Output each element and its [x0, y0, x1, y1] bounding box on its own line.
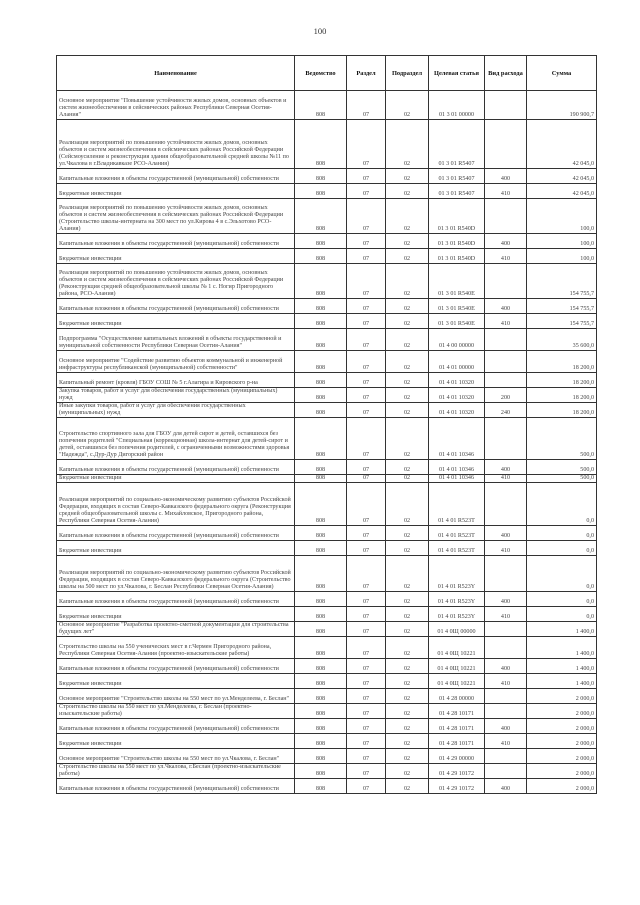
table-row: [57, 184, 597, 199]
row-podrazd: 02: [386, 719, 429, 734]
row-razd: 07: [347, 373, 386, 388]
row-sum: 0,0: [527, 556, 597, 592]
row-name: Закупка товаров, работ и услуг для обеспечения государственных (муниципальных) нужд: [57, 388, 295, 403]
row-sum: 0,0: [527, 607, 597, 622]
table-row: [57, 622, 597, 637]
row-sum: 35 600,0: [527, 329, 597, 351]
row-cs: 01 4 0Щ 00000: [429, 622, 485, 637]
row-ved: 808: [295, 475, 347, 483]
table-row: [57, 556, 597, 592]
row-podrazd: 02: [386, 388, 429, 403]
row-sum: 2 000,0: [527, 719, 597, 734]
row-podrazd: 02: [386, 526, 429, 541]
header-cs: Целевая статья: [429, 56, 485, 91]
row-vr: 410: [485, 674, 527, 689]
row-podrazd: 02: [386, 704, 429, 719]
row-sum: 1 400,0: [527, 637, 597, 659]
row-vr: 410: [485, 314, 527, 329]
row-vr: 400: [485, 299, 527, 314]
table-row: [57, 249, 597, 264]
row-cs: 01 3 01 R540E: [429, 264, 485, 299]
row-sum: 2 000,0: [527, 779, 597, 794]
page-number: 100: [313, 26, 327, 36]
row-name: Бюджетные инвестиции: [57, 674, 295, 689]
row-razd: 07: [347, 659, 386, 674]
row-razd: 07: [347, 234, 386, 249]
row-podrazd: 02: [386, 779, 429, 794]
row-podrazd: 02: [386, 659, 429, 674]
row-name: Бюджетные инвестиции: [57, 607, 295, 622]
table-row: [57, 607, 597, 622]
budget-table-container: [56, 55, 596, 794]
row-ved: 808: [295, 719, 347, 734]
row-ved: 808: [295, 329, 347, 351]
row-podrazd: 02: [386, 607, 429, 622]
table-row: [57, 351, 597, 373]
row-ved: 808: [295, 637, 347, 659]
row-razd: 07: [347, 749, 386, 764]
row-podrazd: 02: [386, 329, 429, 351]
table-row: [57, 120, 597, 169]
row-sum: 42 045,0: [527, 184, 597, 199]
table-row: [57, 314, 597, 329]
row-podrazd: 02: [386, 249, 429, 264]
row-name: Реализация мероприятий по социально-экономическому развитию субъектов Российской Федерации, входящих в состав Северо-Кавказского федерального округа (Строительство школы на 500 мест по ул.Чкалова, г. Беслан Республики Северная Осетия-Алания): [57, 556, 295, 592]
row-ved: 808: [295, 314, 347, 329]
row-cs: 01 4 00 00000: [429, 329, 485, 351]
row-cs: 01 4 29 00000: [429, 749, 485, 764]
row-cs: 01 3 01 R540D: [429, 199, 485, 234]
header-row: [57, 56, 597, 91]
row-vr: [485, 483, 527, 526]
row-cs: 01 4 01 R523T: [429, 483, 485, 526]
row-name: Капитальные вложения в объекты государственной (муниципальной) собственности: [57, 169, 295, 184]
row-razd: 07: [347, 779, 386, 794]
row-name: Капитальные вложения в объекты государственной (муниципальной) собственности: [57, 460, 295, 475]
row-vr: 400: [485, 169, 527, 184]
row-name: Основное мероприятие "Повышение устойчивости жилых домов, основных объектов и систем жизнеобеспечения в сейсмических районах Республики Северная Осетия-Алания": [57, 91, 295, 120]
row-razd: 07: [347, 483, 386, 526]
row-vr: 410: [485, 184, 527, 199]
row-name: Капитальные вложения в объекты государственной (муниципальной) собственности: [57, 234, 295, 249]
row-razd: 07: [347, 526, 386, 541]
row-name: Реализация мероприятий по повышению устойчивости жилых домов, основных объектов и систем жизнеобеспечения в сейсмических районах Российской Федерации (Реконструкция средней общеобразовательной школы № 1 с. Ногир Пригородного района, РСО-Алания): [57, 264, 295, 299]
row-sum: 100,0: [527, 249, 597, 264]
row-name: Основное мероприятие "Содействие развитию объектов коммунальной и инженерной инфраструктуры республиканской (муниципальной) собственности": [57, 351, 295, 373]
row-podrazd: 02: [386, 351, 429, 373]
row-ved: 808: [295, 418, 347, 460]
row-vr: [485, 351, 527, 373]
row-sum: 42 045,0: [527, 169, 597, 184]
row-podrazd: 02: [386, 556, 429, 592]
row-ved: 808: [295, 749, 347, 764]
row-cs: 01 4 01 R523Y: [429, 607, 485, 622]
row-razd: 07: [347, 764, 386, 779]
row-cs: 01 3 01 R540D: [429, 249, 485, 264]
row-name: Реализация мероприятий по повышению устойчивости жилых домов, основных объектов и систем жизнеобеспечения в сейсмических районах Российской Федерации (Сейсмоусиление и реконструкция здания общеобразовательной средней школы №11 по ул.Чкалова в г.Владикавказе РСО-Алания): [57, 120, 295, 169]
row-sum: 18 200,0: [527, 373, 597, 388]
row-ved: 808: [295, 592, 347, 607]
row-name: Подпрограмма "Осуществление капитальных вложений в объекты государственной и муниципальной собственности Республики Северная Осетия-Алания": [57, 329, 295, 351]
row-name: Бюджетные инвестиции: [57, 314, 295, 329]
row-vr: 400: [485, 460, 527, 475]
row-vr: 400: [485, 526, 527, 541]
row-podrazd: 02: [386, 120, 429, 169]
row-vr: 400: [485, 719, 527, 734]
row-podrazd: 02: [386, 299, 429, 314]
row-ved: 808: [295, 734, 347, 749]
row-ved: 808: [295, 199, 347, 234]
row-vr: [485, 622, 527, 637]
row-razd: 07: [347, 475, 386, 483]
table-row: [57, 169, 597, 184]
table-row: [57, 483, 597, 526]
row-cs: 01 4 28 10171: [429, 734, 485, 749]
row-razd: 07: [347, 249, 386, 264]
row-cs: 01 3 01 R5407: [429, 184, 485, 199]
row-sum: 18 200,0: [527, 388, 597, 403]
row-podrazd: 02: [386, 622, 429, 637]
header-vr: Вид расхода: [485, 56, 527, 91]
row-cs: 01 4 01 10346: [429, 475, 485, 483]
row-podrazd: 02: [386, 483, 429, 526]
row-vr: [485, 91, 527, 120]
row-ved: 808: [295, 249, 347, 264]
row-name: Капитальные вложения в объекты государственной (муниципальной) собственности: [57, 779, 295, 794]
row-podrazd: 02: [386, 314, 429, 329]
row-sum: 2 000,0: [527, 734, 597, 749]
row-vr: [485, 329, 527, 351]
row-podrazd: 02: [386, 689, 429, 704]
row-razd: 07: [347, 637, 386, 659]
row-name: Основное мероприятие "Разработка проектно-сметной документации для строительства будущих лет": [57, 622, 295, 637]
row-razd: 07: [347, 418, 386, 460]
row-cs: 01 4 01 10320: [429, 373, 485, 388]
row-podrazd: 02: [386, 169, 429, 184]
row-ved: 808: [295, 460, 347, 475]
row-ved: 808: [295, 91, 347, 120]
row-cs: 01 3 01 R540D: [429, 234, 485, 249]
row-razd: 07: [347, 674, 386, 689]
table-row: [57, 659, 597, 674]
row-sum: 1 400,0: [527, 622, 597, 637]
row-razd: 07: [347, 351, 386, 373]
table-row: [57, 199, 597, 234]
row-vr: 400: [485, 234, 527, 249]
table-row: [57, 526, 597, 541]
row-razd: 07: [347, 120, 386, 169]
row-podrazd: 02: [386, 199, 429, 234]
header-razd: Раздел: [347, 56, 386, 91]
row-podrazd: 02: [386, 460, 429, 475]
row-name: Бюджетные инвестиции: [57, 475, 295, 483]
row-name: Бюджетные инвестиции: [57, 541, 295, 556]
row-ved: 808: [295, 299, 347, 314]
row-name: Строительство спортивного зала для ГБОУ для детей сирот и детей, оставшихся без попечения родителей "Специальная (коррекционная) школа-интернат для детей-сирот и детей, оставшихся без попечения родителей, с ограниченными возможностями здоровья "Надежда", с.Дур-Дур Дигорский район: [57, 418, 295, 460]
row-ved: 808: [295, 234, 347, 249]
row-cs: 01 4 01 10320: [429, 388, 485, 403]
row-razd: 07: [347, 541, 386, 556]
row-vr: [485, 418, 527, 460]
row-razd: 07: [347, 734, 386, 749]
budget-table: [56, 55, 597, 794]
row-vr: [485, 704, 527, 719]
row-razd: 07: [347, 689, 386, 704]
row-cs: 01 4 0Щ 10221: [429, 674, 485, 689]
row-ved: 808: [295, 779, 347, 794]
row-sum: 500,0: [527, 475, 597, 483]
table-header: [57, 56, 597, 91]
row-vr: [485, 264, 527, 299]
header-sum: Сумма: [527, 56, 597, 91]
row-razd: 07: [347, 403, 386, 418]
row-razd: 07: [347, 169, 386, 184]
row-podrazd: 02: [386, 592, 429, 607]
row-cs: 01 4 0Щ 10221: [429, 659, 485, 674]
row-name: Капитальные вложения в объекты государственной (муниципальной) собственности: [57, 659, 295, 674]
row-name: Основное мероприятие "Строительство школы на 550 мест по ул.Чкалова, г. Беслан": [57, 749, 295, 764]
row-cs: 01 4 01 10346: [429, 460, 485, 475]
row-cs: 01 4 01 R523Y: [429, 592, 485, 607]
table-row: [57, 460, 597, 475]
row-vr: 410: [485, 475, 527, 483]
row-sum: 1 400,0: [527, 659, 597, 674]
row-sum: 2 000,0: [527, 749, 597, 764]
row-razd: 07: [347, 264, 386, 299]
row-sum: 2 000,0: [527, 689, 597, 704]
row-ved: 808: [295, 403, 347, 418]
row-name: Бюджетные инвестиции: [57, 734, 295, 749]
row-sum: 2 000,0: [527, 764, 597, 779]
row-cs: 01 4 28 10171: [429, 719, 485, 734]
row-vr: 410: [485, 541, 527, 556]
row-razd: 07: [347, 314, 386, 329]
row-ved: 808: [295, 541, 347, 556]
row-podrazd: 02: [386, 184, 429, 199]
row-sum: 100,0: [527, 199, 597, 234]
row-vr: 200: [485, 388, 527, 403]
row-cs: 01 4 01 R523T: [429, 526, 485, 541]
row-razd: 07: [347, 622, 386, 637]
row-ved: 808: [295, 659, 347, 674]
row-name: Основное мероприятие "Строительство школы на 550 мест по ул.Менделеева, г. Беслан": [57, 689, 295, 704]
row-podrazd: 02: [386, 764, 429, 779]
row-sum: 154 755,7: [527, 299, 597, 314]
row-cs: 01 3 01 00000: [429, 91, 485, 120]
row-name: Капитальный ремонт (кровля) ГБОУ СОШ № 5 г.Алагира и Кировского р-на: [57, 373, 295, 388]
table-row: [57, 234, 597, 249]
row-cs: 01 4 0Щ 10221: [429, 637, 485, 659]
table-row: [57, 704, 597, 719]
row-sum: 0,0: [527, 541, 597, 556]
row-cs: 01 3 01 R5407: [429, 169, 485, 184]
table-row: [57, 637, 597, 659]
row-vr: 410: [485, 607, 527, 622]
row-sum: 18 200,0: [527, 403, 597, 418]
row-name: Бюджетные инвестиции: [57, 249, 295, 264]
row-sum: 500,0: [527, 418, 597, 460]
row-vr: 410: [485, 249, 527, 264]
row-ved: 808: [295, 622, 347, 637]
table-row: [57, 403, 597, 418]
row-razd: 07: [347, 388, 386, 403]
row-razd: 07: [347, 299, 386, 314]
row-podrazd: 02: [386, 418, 429, 460]
row-razd: 07: [347, 719, 386, 734]
row-razd: 07: [347, 460, 386, 475]
row-razd: 07: [347, 607, 386, 622]
header-ved: Ведомство: [295, 56, 347, 91]
table-row: [57, 541, 597, 556]
row-sum: 0,0: [527, 483, 597, 526]
row-cs: 01 4 29 10172: [429, 764, 485, 779]
row-ved: 808: [295, 607, 347, 622]
row-cs: 01 4 01 00000: [429, 351, 485, 373]
row-name: Реализация мероприятий по социально-экономическому развитию субъектов Российской Федерации, входящих в состав Северо-Кавказского федерального округа (Реконструкция средней общеобразовательной школы с. Михайловское, Пригородного района, Республики Северная Осетия-Алания): [57, 483, 295, 526]
row-vr: [485, 764, 527, 779]
row-cs: 01 4 01 10320: [429, 403, 485, 418]
table-row: [57, 475, 597, 483]
table-row: [57, 373, 597, 388]
row-cs: 01 3 01 R5407: [429, 120, 485, 169]
row-vr: 400: [485, 779, 527, 794]
row-razd: 07: [347, 329, 386, 351]
row-name: Строительство школы на 550 ученических мест в г.Чермен Пригородного района, Республики Северная Осетия-Алания (проектно-изыскательские работы): [57, 637, 295, 659]
row-vr: 400: [485, 592, 527, 607]
row-ved: 808: [295, 351, 347, 373]
row-vr: 240: [485, 403, 527, 418]
row-name: Реализация мероприятий по повышению устойчивости жилых домов, основных объектов и систем жизнеобеспечения в сейсмических районах Российской Федерации (Строительство школы-интерната на 300 мест по ул.Кирова 4 в с.Эльхотово РСО-Алания): [57, 199, 295, 234]
row-razd: 07: [347, 556, 386, 592]
row-ved: 808: [295, 526, 347, 541]
row-ved: 808: [295, 764, 347, 779]
row-sum: 500,0: [527, 460, 597, 475]
row-cs: 01 3 01 R540E: [429, 314, 485, 329]
row-podrazd: 02: [386, 637, 429, 659]
table-row: [57, 779, 597, 794]
row-podrazd: 02: [386, 674, 429, 689]
header-name: Наименование: [57, 56, 295, 91]
table-row: [57, 329, 597, 351]
row-podrazd: 02: [386, 734, 429, 749]
row-ved: 808: [295, 556, 347, 592]
table-row: [57, 674, 597, 689]
row-ved: 808: [295, 169, 347, 184]
row-ved: 808: [295, 388, 347, 403]
row-vr: 410: [485, 734, 527, 749]
row-cs: 01 3 01 R540E: [429, 299, 485, 314]
row-vr: [485, 373, 527, 388]
row-name: Капитальные вложения в объекты государственной (муниципальной) собственности: [57, 592, 295, 607]
row-sum: 190 900,7: [527, 91, 597, 120]
table-row: [57, 299, 597, 314]
row-sum: 18 200,0: [527, 351, 597, 373]
row-razd: 07: [347, 592, 386, 607]
row-podrazd: 02: [386, 91, 429, 120]
row-cs: 01 4 01 R523T: [429, 541, 485, 556]
row-sum: 154 755,7: [527, 314, 597, 329]
row-ved: 808: [295, 483, 347, 526]
row-name: Иные закупки товаров, работ и услуг для обеспечения государственных (муниципальных) нужд: [57, 403, 295, 418]
table-row: [57, 388, 597, 403]
row-podrazd: 02: [386, 749, 429, 764]
row-cs: 01 4 28 10171: [429, 704, 485, 719]
row-podrazd: 02: [386, 234, 429, 249]
table-body: [57, 91, 597, 794]
table-row: [57, 719, 597, 734]
row-podrazd: 02: [386, 541, 429, 556]
row-ved: 808: [295, 704, 347, 719]
row-cs: 01 4 28 00000: [429, 689, 485, 704]
row-vr: [485, 556, 527, 592]
table-row: [57, 764, 597, 779]
row-ved: 808: [295, 264, 347, 299]
row-razd: 07: [347, 704, 386, 719]
table-row: [57, 418, 597, 460]
row-podrazd: 02: [386, 403, 429, 418]
table-row: [57, 592, 597, 607]
row-vr: [485, 120, 527, 169]
row-sum: 1 400,0: [527, 674, 597, 689]
row-cs: 01 4 29 10172: [429, 779, 485, 794]
row-podrazd: 02: [386, 264, 429, 299]
row-vr: [485, 637, 527, 659]
row-vr: 400: [485, 659, 527, 674]
table-row: [57, 734, 597, 749]
header-podrazd: Подраздел: [386, 56, 429, 91]
row-name: Капитальные вложения в объекты государственной (муниципальной) собственности: [57, 526, 295, 541]
row-ved: 808: [295, 373, 347, 388]
row-name: Капитальные вложения в объекты государственной (муниципальной) собственности: [57, 719, 295, 734]
row-vr: [485, 199, 527, 234]
row-sum: 154 755,7: [527, 264, 597, 299]
row-sum: 2 000,0: [527, 704, 597, 719]
row-sum: 42 045,0: [527, 120, 597, 169]
row-ved: 808: [295, 689, 347, 704]
row-vr: [485, 749, 527, 764]
row-podrazd: 02: [386, 475, 429, 483]
table-row: [57, 91, 597, 120]
table-row: [57, 264, 597, 299]
table-row: [57, 689, 597, 704]
row-name: Капитальные вложения в объекты государственной (муниципальной) собственности: [57, 299, 295, 314]
row-podrazd: 02: [386, 373, 429, 388]
row-ved: 808: [295, 120, 347, 169]
row-name: Строительство школы на 550 мест по ул.Менделеева, г. Беслан (проектно-изыскательские работы): [57, 704, 295, 719]
row-name: Строительство школы на 550 мест по ул.Чкалова, г.Беслан (проектно-изыскательские работы): [57, 764, 295, 779]
table-row: [57, 749, 597, 764]
row-cs: 01 4 01 10346: [429, 418, 485, 460]
row-name: Бюджетные инвестиции: [57, 184, 295, 199]
row-cs: 01 4 01 R523Y: [429, 556, 485, 592]
row-vr: [485, 689, 527, 704]
row-ved: 808: [295, 184, 347, 199]
row-sum: 0,0: [527, 592, 597, 607]
row-razd: 07: [347, 91, 386, 120]
row-razd: 07: [347, 199, 386, 234]
row-ved: 808: [295, 674, 347, 689]
row-sum: 100,0: [527, 234, 597, 249]
row-razd: 07: [347, 184, 386, 199]
row-sum: 0,0: [527, 526, 597, 541]
